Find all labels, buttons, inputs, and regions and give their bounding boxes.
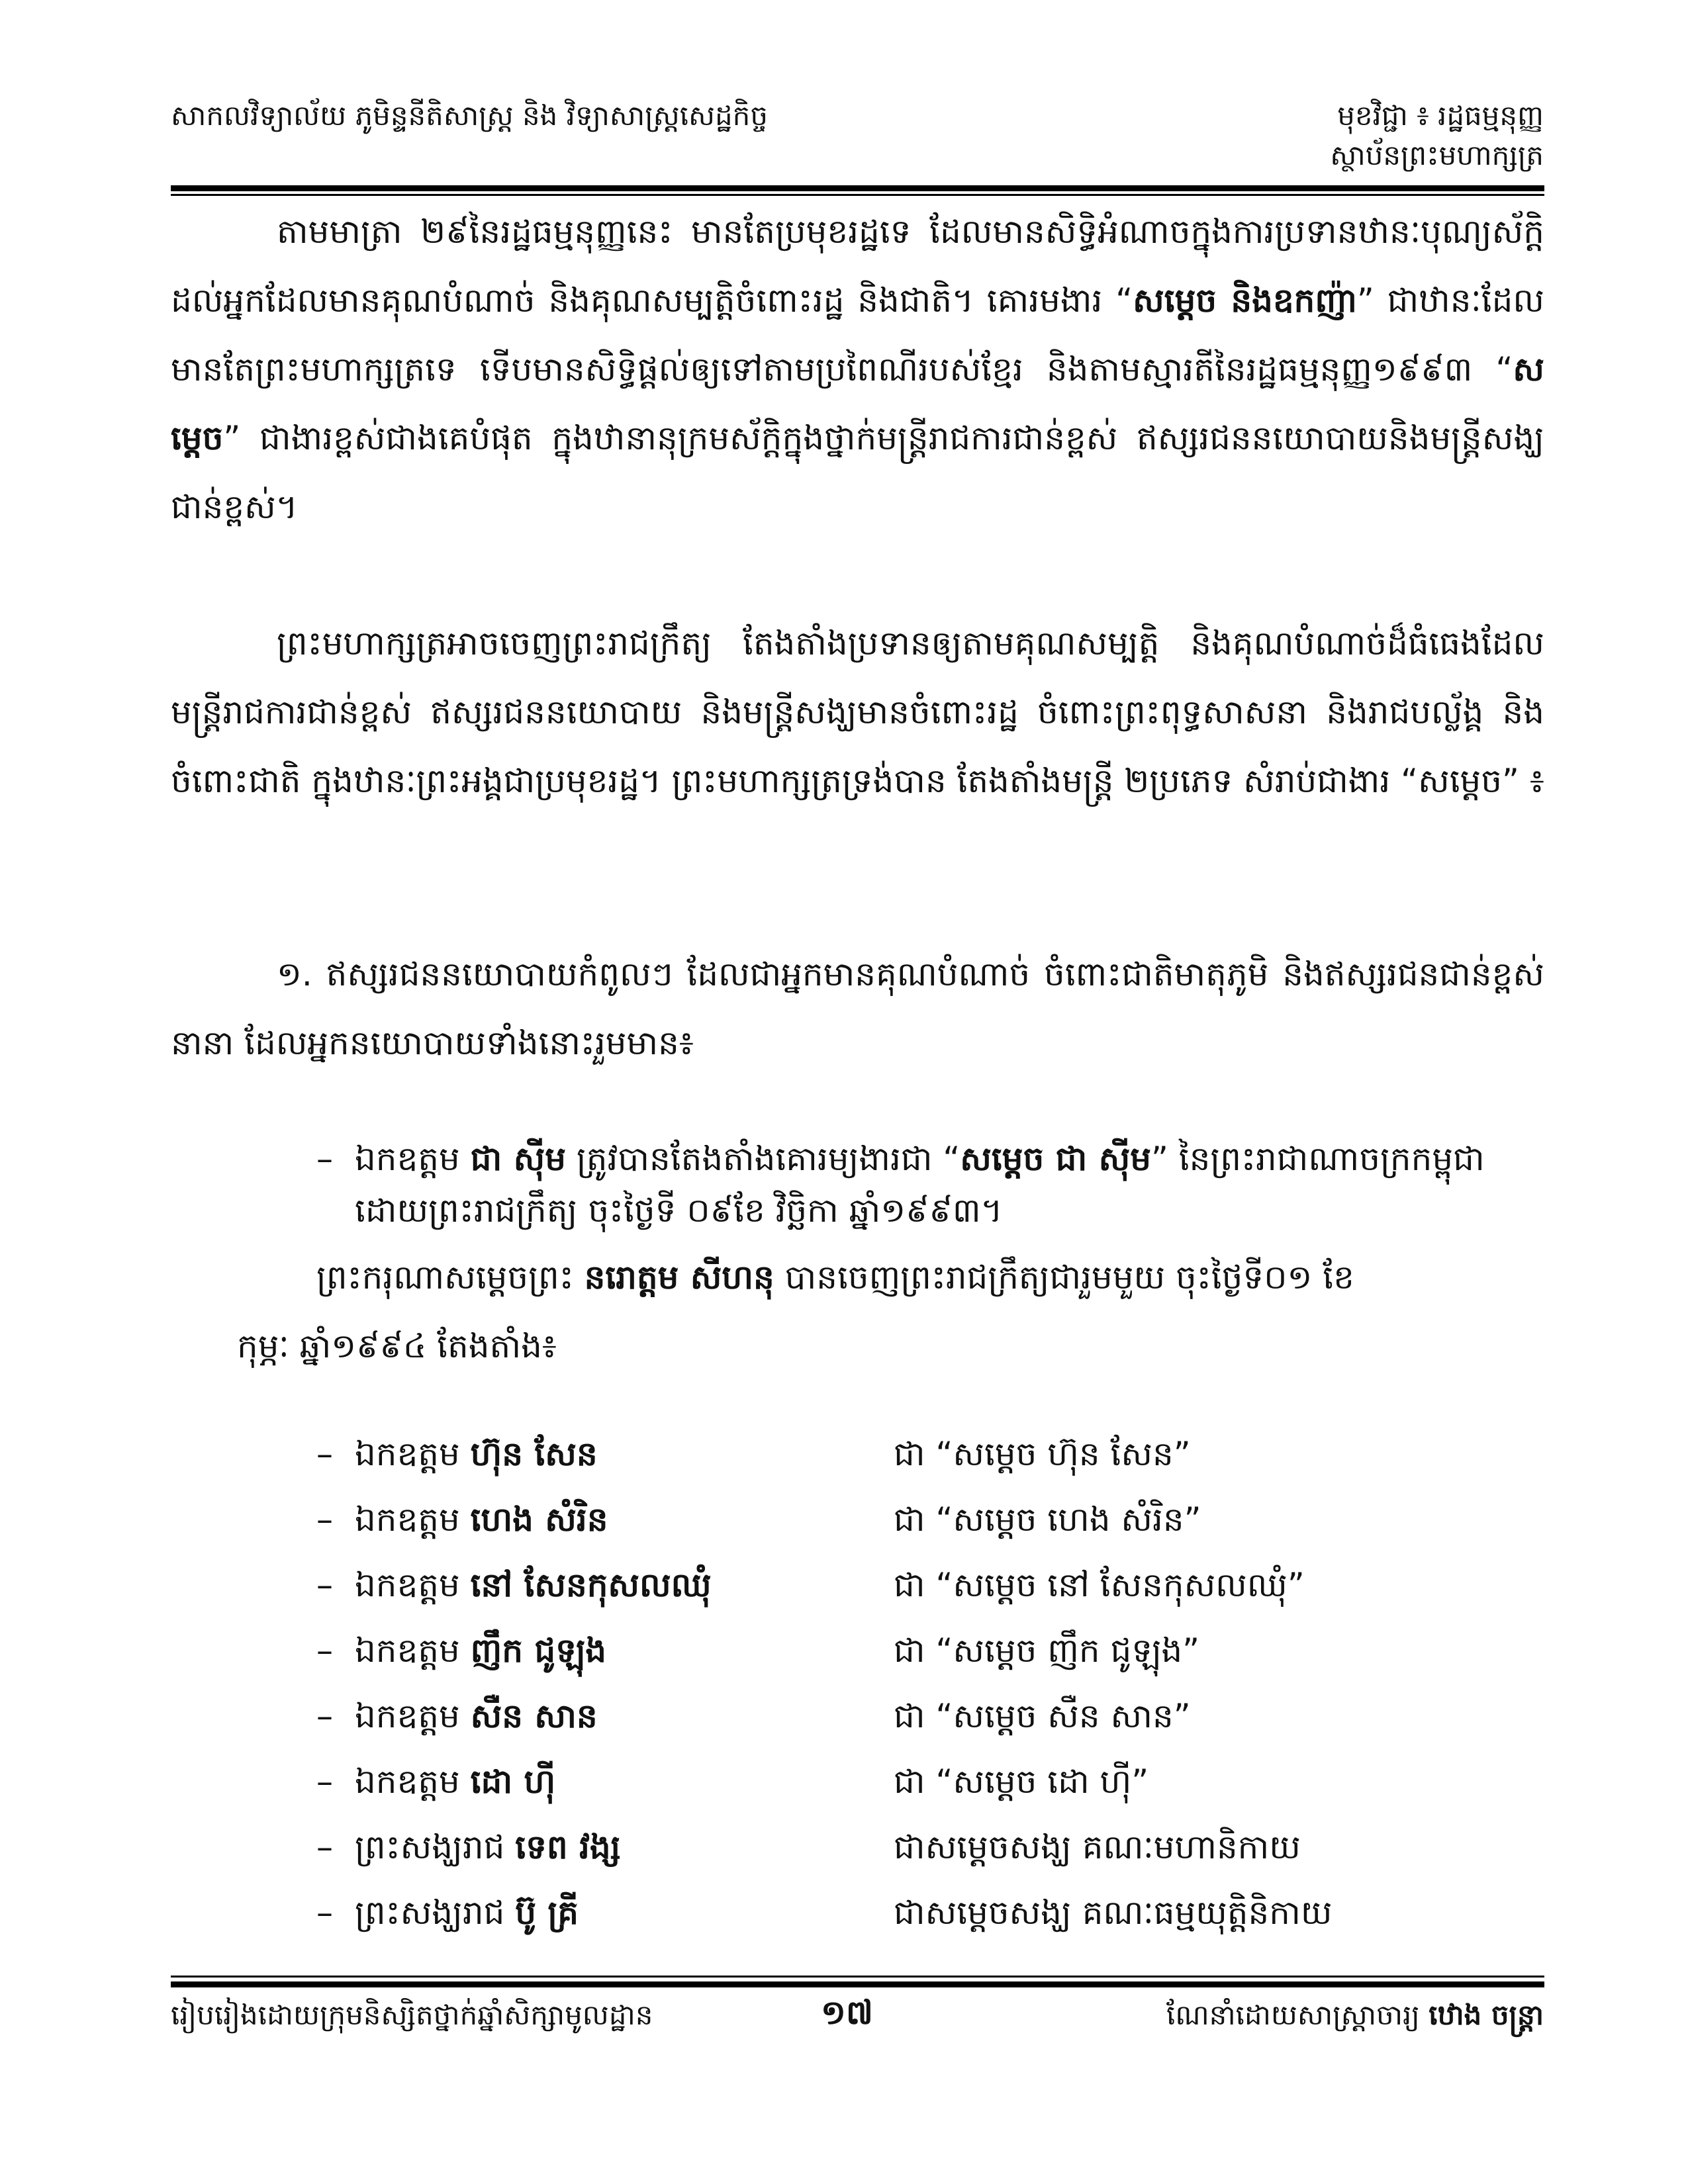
appointee-title: ជាសម្តេចសង្ឃ គណៈធម្មយុត្តិនិកាយ xyxy=(894,1893,1333,1932)
paragraph-sihanouk-decree: ព្រះករុណាសម្តេចព្រះ នរោត្តម សីហនុ បានចេញព្រះរាជក្រឹត្យជារួមមួយ ចុះថ្ងៃទី០១ ខែ កុម្ភៈ ឆ្នាំ១៩៩៤ តែងតាំង៖ xyxy=(237,1258,1354,1365)
appointee-name: ឯកឧត្តម សឺន សាន xyxy=(355,1697,598,1735)
appointee-title: ជា “សម្តេច ញឹក ជូឡុង” xyxy=(894,1631,1200,1670)
page-number: ១៧ xyxy=(821,1993,873,2032)
paragraph-politicians: ១. ឥស្សរជននយោបាយកំពូលៗ ដែលជាអ្នកមានគុណបំណាច់ ចំពោះជាតិមាតុភូមិ និងឥស្សរជនជាន់ខ្ពស់នានា ដែលអ្នកនយោបាយទាំងនោះរួមមាន៖ xyxy=(171,955,1544,1062)
appointee-name: ព្រះសង្ឃរាជ ប៊ូ គ្រី xyxy=(355,1893,579,1932)
paragraph-royal-decree: ព្រះមហាក្សត្រអាចចេញព្រះរាជក្រឹត្យ តែងតាំងប្រទានឲ្យតាមគុណសម្បត្តិ និងគុណបំណាច់ដ៏ធំធេងដែលមន្ត្រីរាជការជាន់ខ្ពស់ ឥស្សរជននយោបាយ និងមន្ត្រីសង្ឃមានចំពោះរដ្ឋ ចំពោះព្រះពុទ្ធសាសនា និងរាជបល្ល័ង្គ និងចំពោះជាតិ ក្នុងឋានៈព្រះអង្គជាប្រមុខរដ្ឋ។ ព្រះមហាក្សត្រទ្រង់បាន តែងតាំងមន្ត្រី ២ប្រភេទ សំរាប់ជាងារ “សម្តេច” ៖ xyxy=(171,624,1544,800)
list-item xyxy=(316,1553,1544,1618)
list-item xyxy=(316,1618,1544,1684)
bullet-dash: – xyxy=(316,1762,333,1801)
appointee-title: ជា “សម្តេច ហ៊ុន សែន” xyxy=(894,1435,1191,1473)
bullet-chea-sim: – ឯកឧត្តម ជា ស៊ីម ត្រូវបានតែងតាំងគោរម្យងារជា “សម្តេច ជា ស៊ីម” នៃព្រះរាជាណាចក្រកម្ពុជាដោយព្រះរាជក្រឹត្យ ចុះថ្ងៃទី ០៩ខែ វិច្ឆិកា ឆ្នាំ១៩៩៣។ xyxy=(316,1133,1544,1236)
paragraph-article-29: តាមមាត្រា ២៩នៃរដ្ឋធម្មនុញ្ញនេះ មានតែប្រមុខរដ្ឋទេ ដែលមានសិទ្ធិអំណាចក្នុងការប្រទានឋានៈបុណ្យស័ក្តិដល់អ្នកដែលមានគុណបំណាច់ និងគុណសម្បត្តិចំពោះរដ្ឋ និងជាតិ។ គោរមងារ “សម្តេច និងឧកញ៉ា” ជាឋានៈដែលមានតែព្រះមហាក្សត្រទេ ទើបមានសិទ្ធិផ្តល់ឲ្យទៅតាមប្រពៃណីរបស់ខ្មែរ និងតាមស្មារតីនៃរដ្ឋធម្មនុញ្ញ១៩៩៣ “សម្តេច” ជាងារខ្ពស់ជាងគេបំផុត ក្នុងឋានានុក្រមស័ក្តិក្នុងថ្នាក់មន្ត្រីរាជការជាន់ខ្ពស់ ឥស្សរជននយោបាយនិងមន្ត្រីសង្ឃជាន់ខ្ពស់។ xyxy=(171,212,1544,526)
bullet-dash: – xyxy=(316,1435,333,1473)
list-item xyxy=(316,1684,1544,1749)
footer-rule-thin xyxy=(171,1976,1544,1978)
bullet-dash: – xyxy=(316,1893,333,1932)
header-rule-thin xyxy=(171,194,1544,196)
appointee-name: ឯកឧត្តម ដោ ហ៊ី xyxy=(355,1762,556,1801)
appointee-name: ឯកឧត្តម ហេង សំរិន xyxy=(355,1500,608,1539)
footer-supervisor: ណែនាំដោយសាស្ត្រាចារ្យ ឋោង ចន្ត្រា xyxy=(1166,1999,1544,2031)
list-item xyxy=(316,1487,1544,1553)
appointee-name: ឯកឧត្តម ញឹក ជូឡុង xyxy=(355,1631,606,1670)
bullet-dash: – xyxy=(316,1631,333,1670)
list-item xyxy=(316,1880,1544,1946)
bullet-dash: – xyxy=(316,1566,333,1604)
bullet-dash: – xyxy=(316,1500,333,1539)
footer-prepared-by: រៀបរៀងដោយក្រុមនិស្សិតថ្នាក់ឆ្នាំសិក្សាមូលដ្ឋាន xyxy=(171,1999,653,2031)
header-university: សាកលវិទ្យាល័យ ភូមិន្ទនីតិសាស្ត្រ និង វិទ្យាសាស្ត្រសេដ្ឋកិច្ច xyxy=(171,99,768,132)
appointee-name: ព្រះសង្ឃរាជ ទេព វង្ស xyxy=(355,1828,621,1866)
appointee-title: ជា “សម្តេច សឺន សាន” xyxy=(894,1697,1191,1735)
appointee-name: ឯកឧត្តម នៅ សែនកុសលឈុំ xyxy=(355,1566,712,1604)
bullet-dash: – xyxy=(316,1828,333,1866)
header-chapter: ស្ថាប័នព្រះមហាក្សត្រ xyxy=(1330,139,1544,171)
list-item xyxy=(316,1815,1544,1880)
list-item xyxy=(316,1422,1544,1487)
bullet-dash: – xyxy=(316,1140,333,1178)
appointee-name: ឯកឧត្តម ហ៊ុន សែន xyxy=(355,1435,598,1473)
header-subject: មុខវិជ្ជា ៖ រដ្ឋធម្មនុញ្ញ xyxy=(1337,99,1544,132)
header-rule-thick xyxy=(171,185,1544,191)
list-item xyxy=(316,1749,1544,1815)
appointee-title: ជាសម្តេចសង្ឃ គណៈមហានិកាយ xyxy=(894,1828,1301,1866)
appointments-list xyxy=(316,1422,1544,1946)
bullet-dash: – xyxy=(316,1697,333,1735)
footer-rule-thick xyxy=(171,1981,1544,1987)
appointee-title: ជា “សម្តេច ដោ ហ៊ី” xyxy=(894,1762,1149,1801)
appointee-title: ជា “សម្តេច ហេង សំរិន” xyxy=(894,1500,1201,1539)
appointee-title: ជា “សម្តេច នៅ សែនកុសលឈុំ” xyxy=(894,1566,1305,1604)
